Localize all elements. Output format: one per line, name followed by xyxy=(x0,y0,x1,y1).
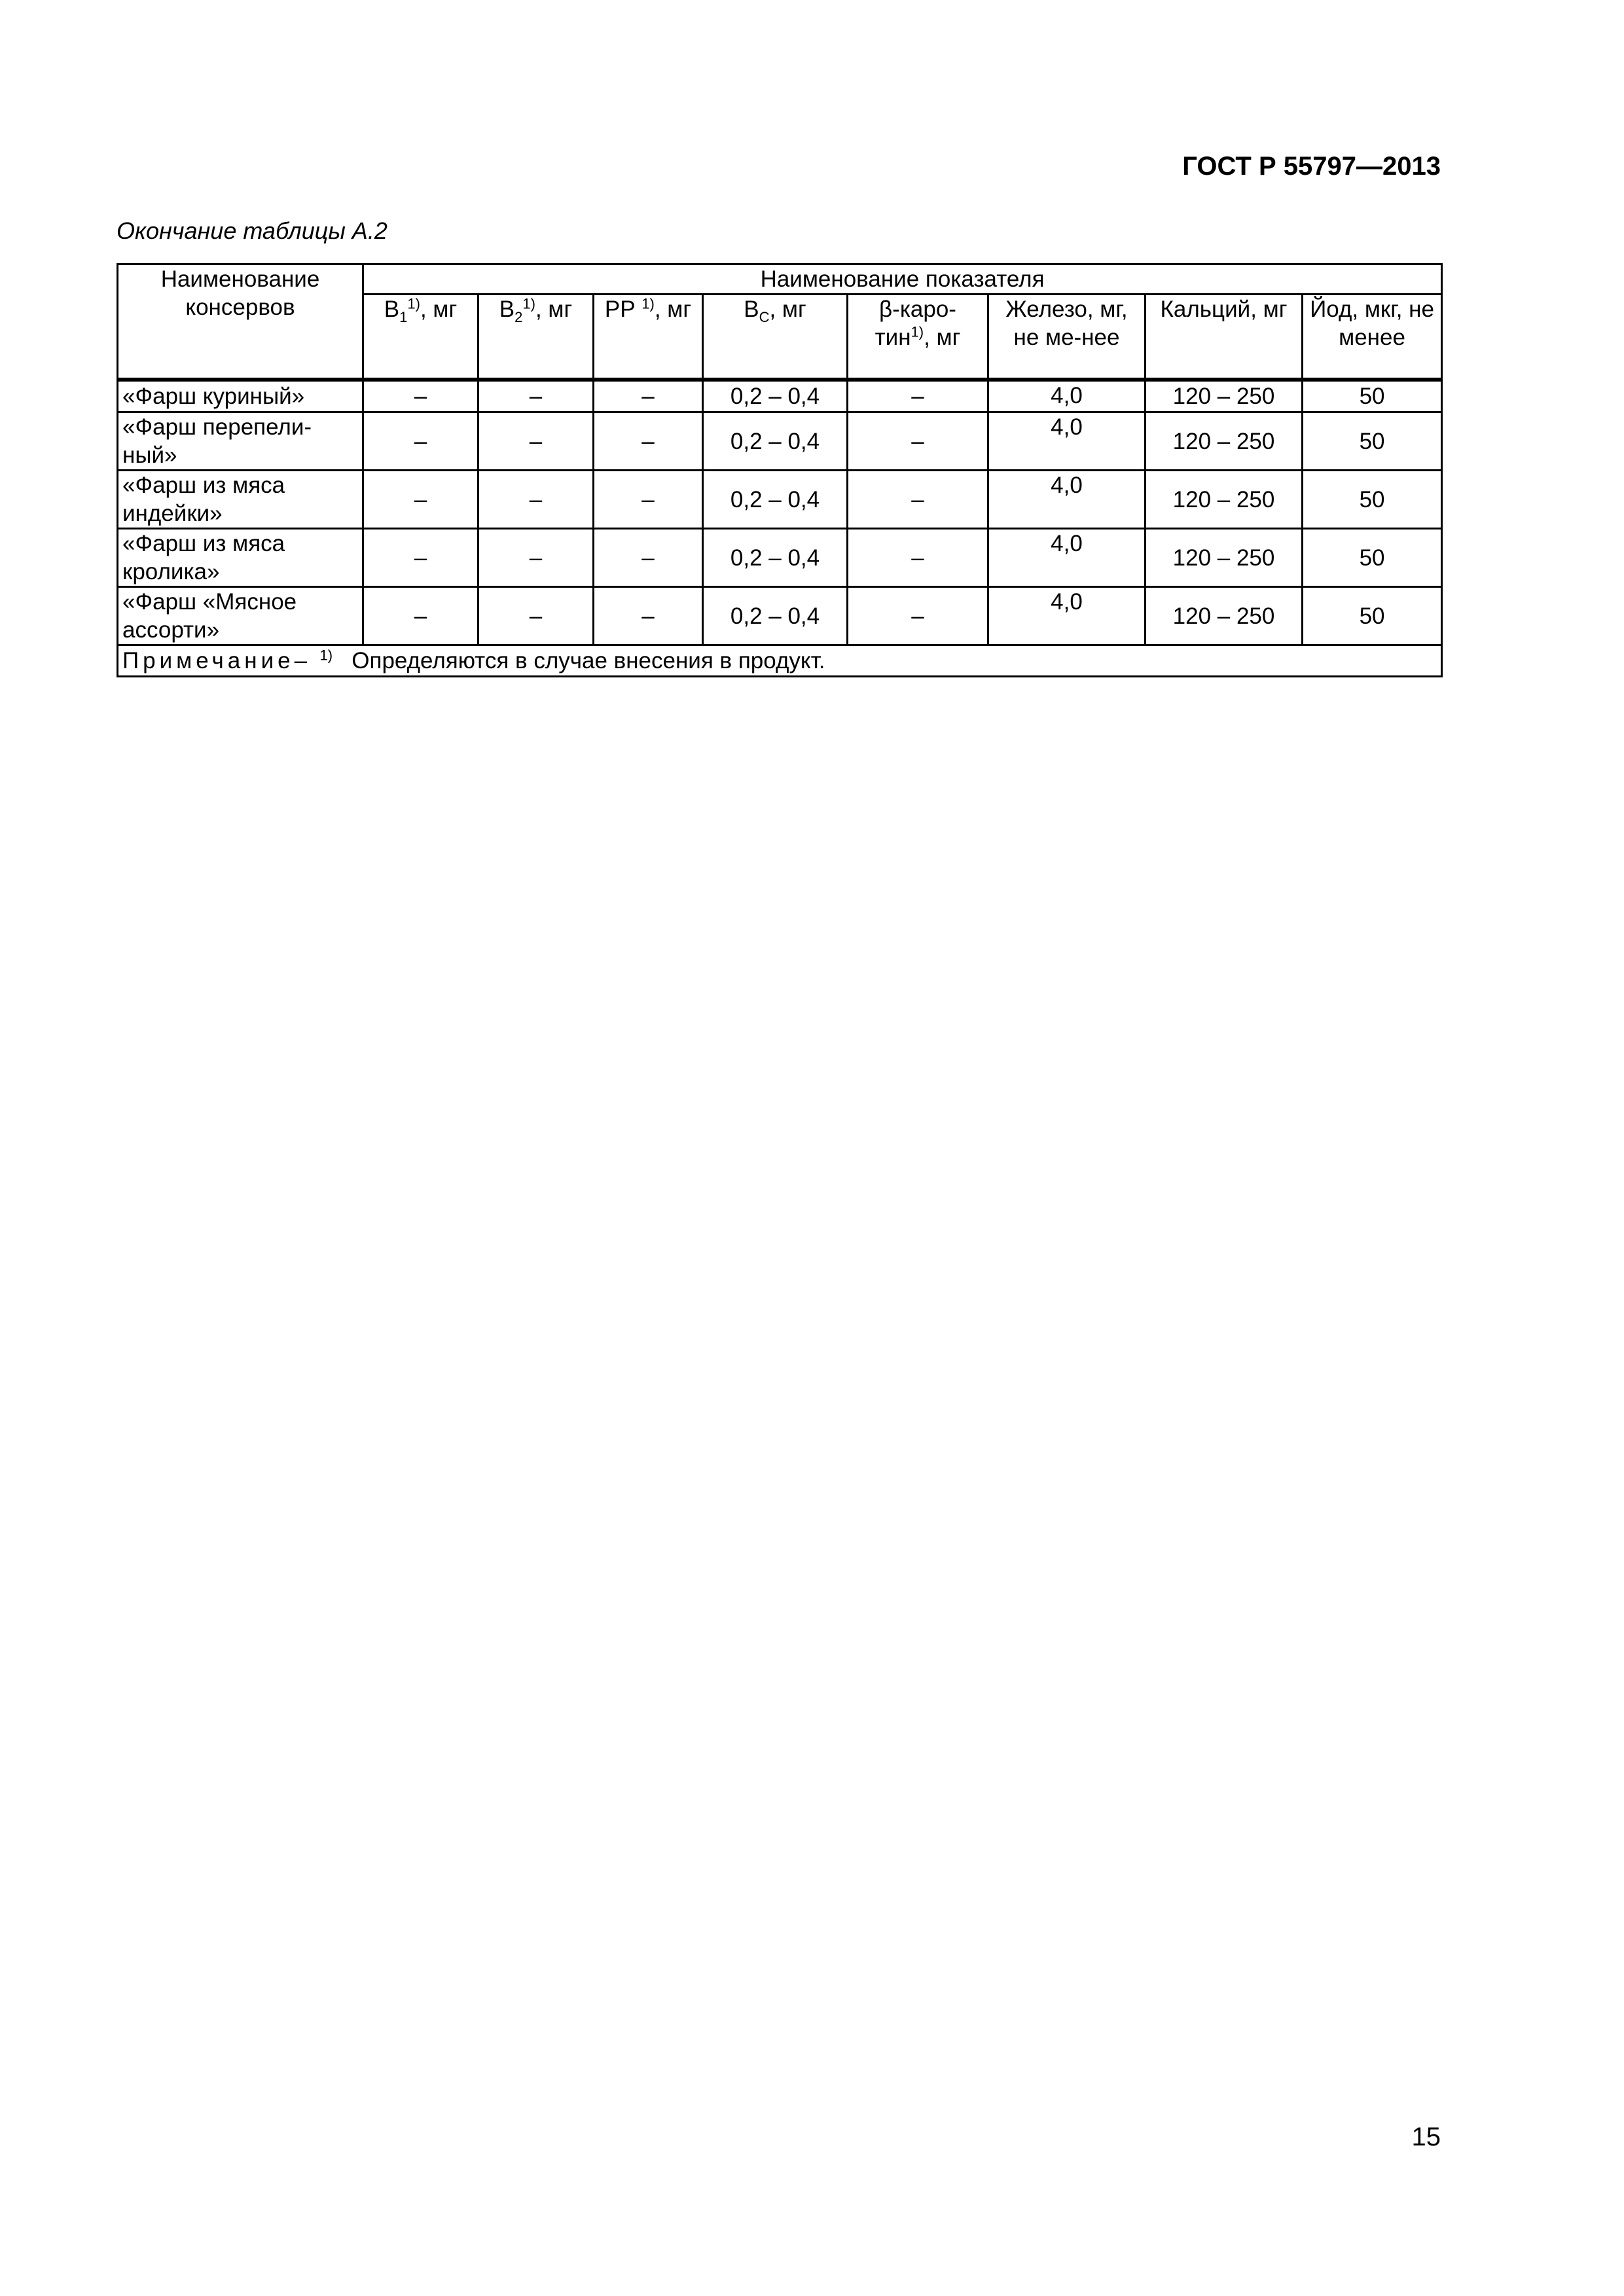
table-row xyxy=(118,380,1442,412)
page-number: 15 xyxy=(1411,2123,1441,2151)
table-row xyxy=(118,587,1442,645)
column-header-beta-carotene: β-каро-тин$^{1)}$, мг xyxy=(848,295,988,380)
value-pp: – xyxy=(594,380,703,412)
value-iodine: 50 xyxy=(1303,380,1442,412)
column-header-b1: $В_1^{1)}$, мг xyxy=(363,295,478,380)
value-iron: 4,0 xyxy=(988,471,1146,529)
value-beta-carotene: – xyxy=(848,412,988,471)
product-name: «Фарш из мяса кролика» xyxy=(118,529,363,587)
value-bc: 0,2 – 0,4 xyxy=(703,380,848,412)
table-note xyxy=(118,645,1442,677)
document-id: ГОСТ Р 55797—2013 xyxy=(1182,152,1441,181)
value-bc: 0,2 – 0,4 xyxy=(703,412,848,471)
note-dash: – xyxy=(294,648,308,673)
value-calcium: 120 – 250 xyxy=(1146,380,1303,412)
value-beta-carotene: – xyxy=(848,471,988,529)
value-calcium: 120 – 250 xyxy=(1146,587,1303,645)
column-header-bc: $В_С$, мг xyxy=(703,295,848,380)
value-b1: – xyxy=(363,529,478,587)
value-iron: 4,0 xyxy=(988,587,1146,645)
product-name: «Фарш «Мясное ассорти» xyxy=(118,587,363,645)
value-b2: – xyxy=(478,471,594,529)
value-b1: – xyxy=(363,471,478,529)
column-header-iodine: Йод, мкг, не менее xyxy=(1303,295,1442,380)
value-iodine: 50 xyxy=(1303,587,1442,645)
note-label: Примечание xyxy=(122,648,295,673)
value-calcium: 120 – 250 xyxy=(1146,412,1303,471)
value-b2: – xyxy=(478,380,594,412)
value-iodine: 50 xyxy=(1303,412,1442,471)
value-pp: – xyxy=(594,471,703,529)
value-iron: 4,0 xyxy=(988,529,1146,587)
value-b2: – xyxy=(478,587,594,645)
value-bc: 0,2 – 0,4 xyxy=(703,587,848,645)
value-iodine: 50 xyxy=(1303,471,1442,529)
value-iron: 4,0 xyxy=(988,380,1146,412)
value-iodine: 50 xyxy=(1303,529,1442,587)
column-header-iron: Железо, мг, не ме-нее xyxy=(988,295,1146,380)
column-header-b2: $В_2^{1)}$, мг xyxy=(478,295,594,380)
product-name: «Фарш перепели-ный» xyxy=(118,412,363,471)
product-name: «Фарш из мяса индейки» xyxy=(118,471,363,529)
value-calcium: 120 – 250 xyxy=(1146,471,1303,529)
table-row xyxy=(118,412,1442,471)
value-b1: – xyxy=(363,587,478,645)
column-header-name: Наименование консервов xyxy=(118,264,363,380)
value-b1: – xyxy=(363,412,478,471)
value-b2: – xyxy=(478,412,594,471)
value-b1: – xyxy=(363,380,478,412)
value-beta-carotene: – xyxy=(848,529,988,587)
column-header-pp: РР $^{1)}$, мг xyxy=(594,295,703,380)
value-calcium: 120 – 250 xyxy=(1146,529,1303,587)
note-footnote-mark: 1) xyxy=(319,647,333,664)
table-note-row xyxy=(118,645,1442,677)
table-row xyxy=(118,471,1442,529)
product-name: «Фарш куриный» xyxy=(118,380,363,412)
value-bc: 0,2 – 0,4 xyxy=(703,471,848,529)
column-group-header: Наименование показателя xyxy=(363,264,1442,295)
value-iron: 4,0 xyxy=(988,412,1146,471)
value-pp: – xyxy=(594,412,703,471)
note-text: Определяются в случае внесения в продукт. xyxy=(352,648,825,673)
value-bc: 0,2 – 0,4 xyxy=(703,529,848,587)
value-b2: – xyxy=(478,529,594,587)
table-caption: Окончание таблицы А.2 xyxy=(117,217,388,244)
value-pp: – xyxy=(594,587,703,645)
table-row xyxy=(118,529,1442,587)
nutrition-table xyxy=(117,263,1443,677)
column-header-calcium: Кальций, мг xyxy=(1146,295,1303,380)
value-pp: – xyxy=(594,529,703,587)
value-beta-carotene: – xyxy=(848,587,988,645)
value-beta-carotene: – xyxy=(848,380,988,412)
